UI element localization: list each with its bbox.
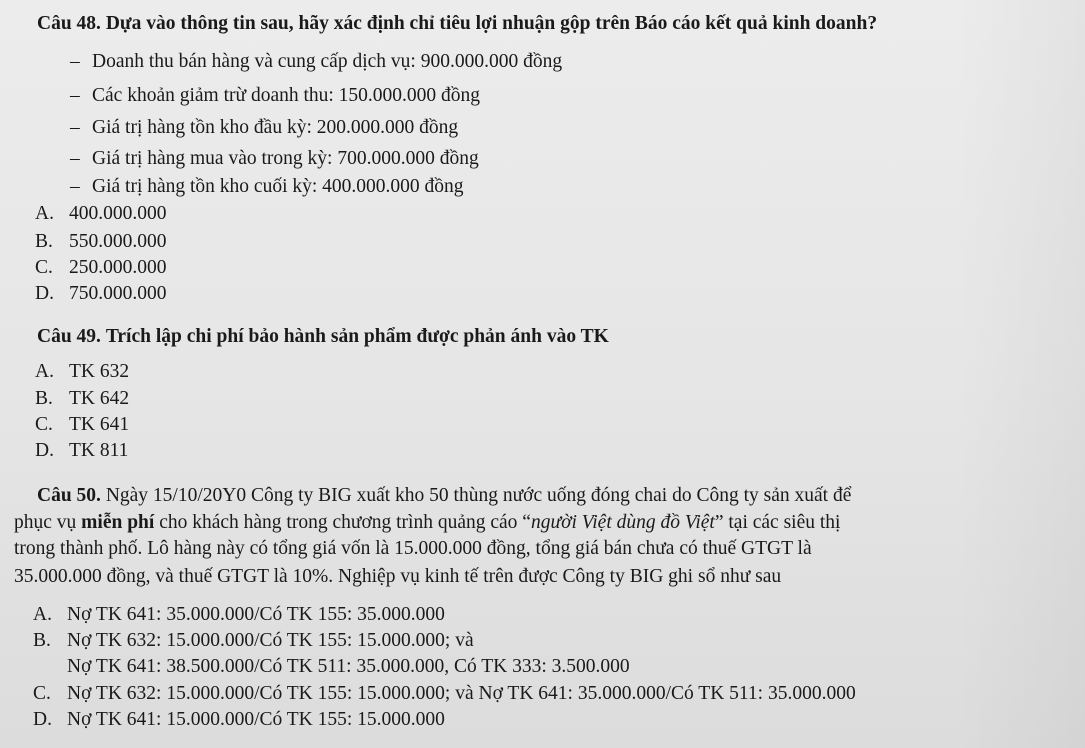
q49-option-b[interactable] — [35, 387, 129, 411]
q49-number: Câu 49. — [37, 326, 101, 347]
q50-text-1: Ngày 15/10/20Y0 Công ty BIG xuất kho 50 thùng nước uống đóng chai do Công ty sản xuất để — [105, 485, 852, 506]
option-text: Nợ TK 632: 15.000.000/Có TK 155: 15.000.000; và — [67, 630, 474, 651]
q49-option-a[interactable] — [35, 360, 129, 384]
page-edge-shadow — [955, 0, 1085, 748]
option-text: TK 632 — [69, 361, 130, 382]
option-letter: D. — [33, 709, 52, 730]
q48-option-c[interactable] — [35, 256, 167, 280]
option-text: TK 641 — [69, 414, 130, 435]
q49-stem — [37, 325, 609, 349]
q49-text: Trích lập chi phí bảo hành sản phẩm được phản ánh vào TK — [105, 326, 609, 347]
q48-text: Dựa vào thông tin sau, hãy xác định chỉ tiêu lợi nhuận gộp trên Báo cáo kết quả kinh doanh? — [105, 13, 878, 34]
q48-number: Câu 48. — [37, 13, 101, 34]
q48-info-3 — [70, 116, 458, 140]
q50-campaign-name: người Việt dùng đồ Việt — [530, 512, 715, 533]
bullet-dash: – — [70, 176, 80, 197]
q48-info-2 — [70, 84, 480, 108]
option-letter: D. — [35, 440, 54, 461]
option-letter: A. — [35, 361, 54, 382]
q50-option-a[interactable] — [33, 603, 445, 627]
option-letter: C. — [35, 414, 53, 435]
option-text: TK 642 — [69, 388, 130, 409]
option-text: Nợ TK 641: 35.000.000/Có TK 155: 35.000.000 — [67, 604, 445, 625]
option-letter: B. — [35, 231, 53, 252]
option-text: 750.000.000 — [69, 283, 167, 304]
q50-text-2c: ” tại các siêu thị — [714, 512, 841, 533]
q50-option-b-line-2 — [67, 655, 630, 679]
q50-option-b[interactable] — [33, 629, 474, 653]
bullet-dash: – — [70, 117, 80, 138]
q50-option-d[interactable] — [33, 708, 445, 732]
q48-info-text: Giá trị hàng mua vào trong kỳ: 700.000.000 đồng — [92, 148, 479, 169]
q50-text-3: trong thành phố. Lô hàng này có tổng giá vốn là 15.000.000 đồng, tổng giá bán chưa có thuế GTGT là — [14, 538, 812, 559]
q50-stem-line-2 — [14, 511, 840, 535]
q50-stem-line-4 — [14, 565, 781, 589]
q48-info-4 — [70, 147, 479, 171]
q50-stem-line-1 — [37, 484, 851, 508]
q50-number: Câu 50. — [37, 485, 101, 506]
option-text: 550.000.000 — [69, 231, 167, 252]
option-letter: A. — [35, 203, 54, 224]
q48-info-text: Doanh thu bán hàng và cung cấp dịch vụ: 900.000.000 đồng — [92, 51, 563, 72]
option-text: Nợ TK 641: 38.500.000/Có TK 511: 35.000.000, Có TK 333: 3.500.000 — [67, 656, 630, 677]
q50-text-2b: cho khách hàng trong chương trình quảng cáo “ — [159, 512, 531, 533]
q48-option-a[interactable] — [35, 202, 167, 226]
option-text: TK 811 — [69, 440, 129, 461]
q50-stem-line-3 — [14, 537, 812, 561]
q48-info-5 — [70, 175, 464, 199]
option-letter: A. — [33, 604, 52, 625]
q48-info-text: Giá trị hàng tồn kho đầu kỳ: 200.000.000 đồng — [92, 117, 459, 138]
bullet-dash: – — [70, 51, 80, 72]
option-text: 400.000.000 — [69, 203, 167, 224]
option-text: 250.000.000 — [69, 257, 167, 278]
q50-text-4: 35.000.000 đồng, và thuế GTGT là 10%. Nghiệp vụ kinh tế trên được Công ty BIG ghi sổ như sau — [14, 566, 782, 587]
bullet-dash: – — [70, 148, 80, 169]
q48-info-1 — [70, 50, 562, 74]
option-letter: B. — [33, 630, 51, 651]
q49-option-c[interactable] — [35, 413, 129, 437]
q48-option-d[interactable] — [35, 282, 167, 306]
option-letter: C. — [35, 257, 53, 278]
q50-option-c[interactable] — [33, 682, 856, 706]
option-letter: D. — [35, 283, 54, 304]
option-text: Nợ TK 632: 15.000.000/Có TK 155: 15.000.000; và Nợ TK 641: 35.000.000/Có TK 511: 35.000.000 — [67, 683, 856, 704]
bullet-dash: – — [70, 85, 80, 106]
q48-info-text: Giá trị hàng tồn kho cuối kỳ: 400.000.000 đồng — [92, 176, 464, 197]
q49-option-d[interactable] — [35, 439, 128, 463]
option-letter: B. — [35, 388, 53, 409]
option-letter: C. — [33, 683, 51, 704]
q50-text-2a: phục vụ — [14, 512, 77, 533]
option-text: Nợ TK 641: 15.000.000/Có TK 155: 15.000.000 — [67, 709, 445, 730]
q48-option-b[interactable] — [35, 230, 167, 254]
q48-info-text: Các khoản giảm trừ doanh thu: 150.000.000 đồng — [92, 85, 481, 106]
q50-free-of-charge: miễn phí — [81, 512, 155, 533]
q48-stem — [37, 12, 877, 36]
